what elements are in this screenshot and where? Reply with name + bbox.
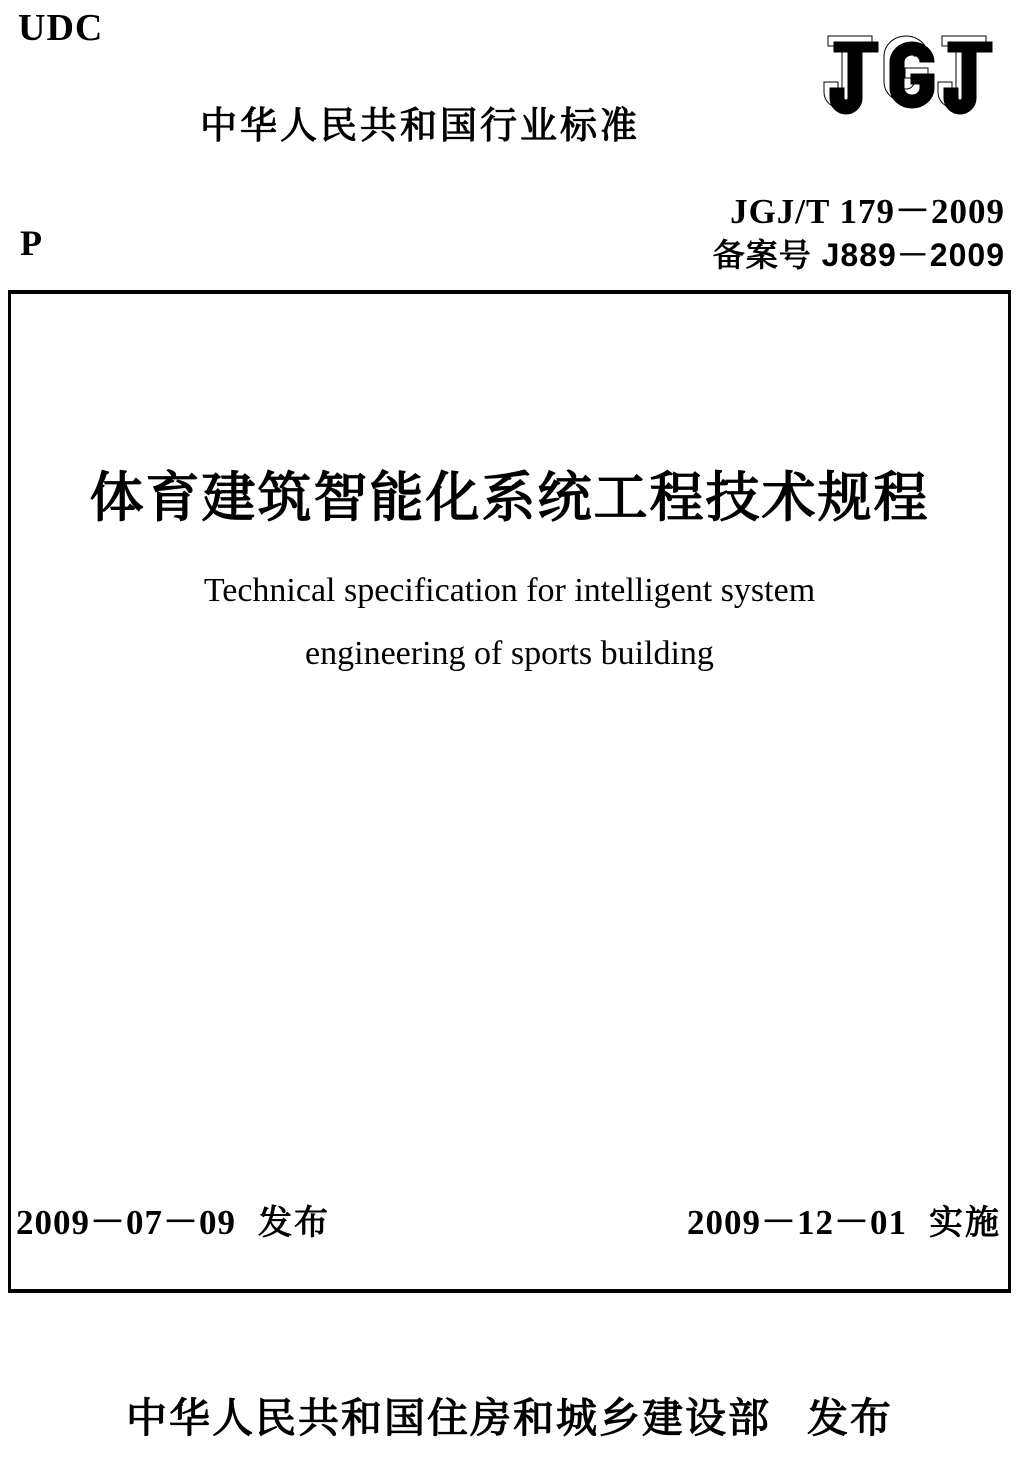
classification-mark: P [20,223,42,263]
top-divider [8,290,1011,294]
issue-date-group [16,1195,330,1245]
issue-date: 2009－07－09 [16,1203,237,1242]
publisher-name: 中华人民共和国住房和城乡建设部 [126,1395,771,1441]
page-title-en-line2: engineering of sports building [305,634,714,672]
page-title-en-line1: Technical specification for intelligent system [203,572,816,609]
dates-row [0,1195,1019,1243]
frame-right-border [1008,290,1011,1293]
national-industry-standard-label: 中华人民共和国行业标准 [200,105,640,146]
bottom-divider [8,1289,1011,1293]
effective-date: 2009－12－01 [686,1203,907,1242]
effective-label: 实施 [929,1204,1001,1242]
effective-date-group [687,1195,1001,1245]
jgj-logo-icon [820,28,1010,120]
record-number: 备案号 J889－2009 [712,236,1005,273]
frame-left-border [8,290,11,1293]
publisher-row [0,1385,1019,1444]
publish-label: 发布 [807,1395,893,1441]
issue-label: 发布 [258,1204,331,1242]
page-title-cn: 体育建筑智能化系统工程技术规程 [89,468,930,528]
standard-number-block [713,190,1005,276]
standard-number: JGJ/T 179－2009 [730,192,1005,231]
page-title-en [0,560,1019,686]
udc-label: UDC [18,7,104,49]
